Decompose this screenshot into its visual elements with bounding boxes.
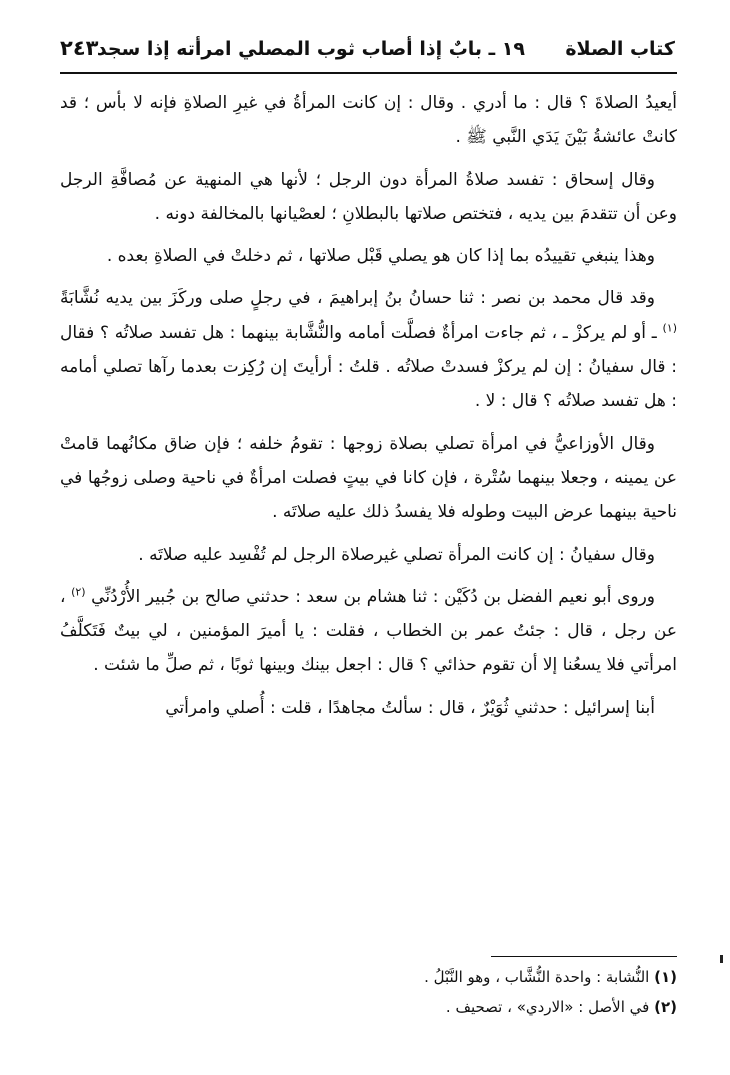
- footnotes: [60, 962, 677, 1022]
- main-text: [60, 86, 677, 733]
- footnote-text: في الأصل : «الاردي» ، تصحيف .: [445, 998, 650, 1016]
- paragraph: [60, 281, 677, 418]
- paragraph: أيعيدُ الصلاةَ ؟ قال : ما أدري . وقال : إن كانت المرأةُ في غيرِ الصلاةِ فإنه لا بأس ؛ قد كانتْ عائشةُ بَيْنَ يَدَي النَّبي ﷺ .: [60, 93, 677, 148]
- footnote: [60, 962, 677, 992]
- footnote-marker: (١): [654, 968, 677, 986]
- page-number: ٢٤٣: [60, 36, 99, 60]
- paragraph: وهذا ينبغي تقييدُه بما إذا كان هو يصلي قَبْل صلاتها ، ثم دخلتْ في الصلاةِ بعده .: [106, 246, 655, 267]
- paragraph-text: وروى أبو نعيم الفضل بن دُكَيْن : ثنا هشام بن سعد : حدثني صالح بن جُبير الأُرْدُنِّي: [85, 586, 656, 607]
- header-divider: [60, 72, 677, 74]
- paragraph-text: وقد قال محمد بن نصر : ثنا حسانُ بنُ إبراهيمَ ، في رجلٍ صلى وركَزَ بين يديه نُشَّابَةً: [60, 288, 655, 309]
- page-header: [60, 30, 675, 70]
- footnote-text: النُّشابة : واحدة النُّشَّاب ، وهو النَّبْلُ .: [424, 968, 650, 986]
- paragraph-text: ـ أو لم يركزْ ـ ، ثم جاءت امرأةٌ فصلَّت أمامه والنُّشَّابة بينهما : هل تفسد صلاتُه ؟ فقال : قال سفيانُ : إن لم يركزْ فسدتْ صلاتُه . قلتُ : أرأيتَ إن رُكِزت بعدما رآها تصلي أمامه : هل تفسد صلاتُه ؟ قال : لا .: [60, 322, 677, 412]
- footnote-reference: (٢): [71, 585, 86, 599]
- footnote-marker: (٢): [654, 998, 677, 1016]
- chapter-title: ١٩ ـ بابٌ إذا أصاب ثوب المصلي امرأته إذا سجد: [96, 38, 525, 60]
- paragraph-text: ، عن رجل ، قال : جئتُ عمر بن الخطاب ، فقلت : يا أميرَ المؤمنين ، لي بيتٌ فَتَكلَّفُ امرأتي فلا يسعُنا إلا أن تقوم حذائي ؟ قال : اجعل بينك وبينها ثوبًا ، ثم صلِّ ما شئت .: [60, 586, 677, 676]
- paragraph: وقال إسحاق : تفسد صلاةُ المرأة دون الرجل ؛ لأنها هي المنهية عن مُصافَّةِ الرجل وعن أن تتقدمَ بين يديه ، فتختص صلاتها بالبطلانِ ؛ لعصْيانها بالمخالفة دونه .: [60, 169, 677, 224]
- paragraph: وقال سفيانُ : إن كانت المرأة تصلي غيرصلاة الرجل لم تُفْسِد عليه صلاتَه .: [138, 544, 655, 565]
- footnote-divider: [491, 956, 677, 957]
- footnote-reference: (١): [662, 321, 677, 335]
- footnote: [60, 992, 677, 1022]
- paragraph: أبنا إسرائيل : حدثني ثُوَيْرٌ ، قال : سألتُ مجاهدًا ، قلت : أُصلي وامرأتي: [165, 697, 655, 718]
- paragraph: وقال الأوزاعيُّ في امرأة تصلي بصلاة زوجها : تقومُ خلفه ؛ فإن ضاق مكانُهما قامتْ عن يمينه ، وجعلا بينهما سُتْرة ، فإن كانا في بيتٍ فصلت امرأةٌ في ناحية وصلى زوجُها في ناحية بينهما عرض البيت وطوله فلا يفسدُ ذلك عليه صلاتَه .: [60, 433, 677, 523]
- book-title: كتاب الصلاة: [565, 38, 675, 60]
- paragraph: [60, 580, 677, 683]
- scan-edge-mark: [720, 955, 723, 963]
